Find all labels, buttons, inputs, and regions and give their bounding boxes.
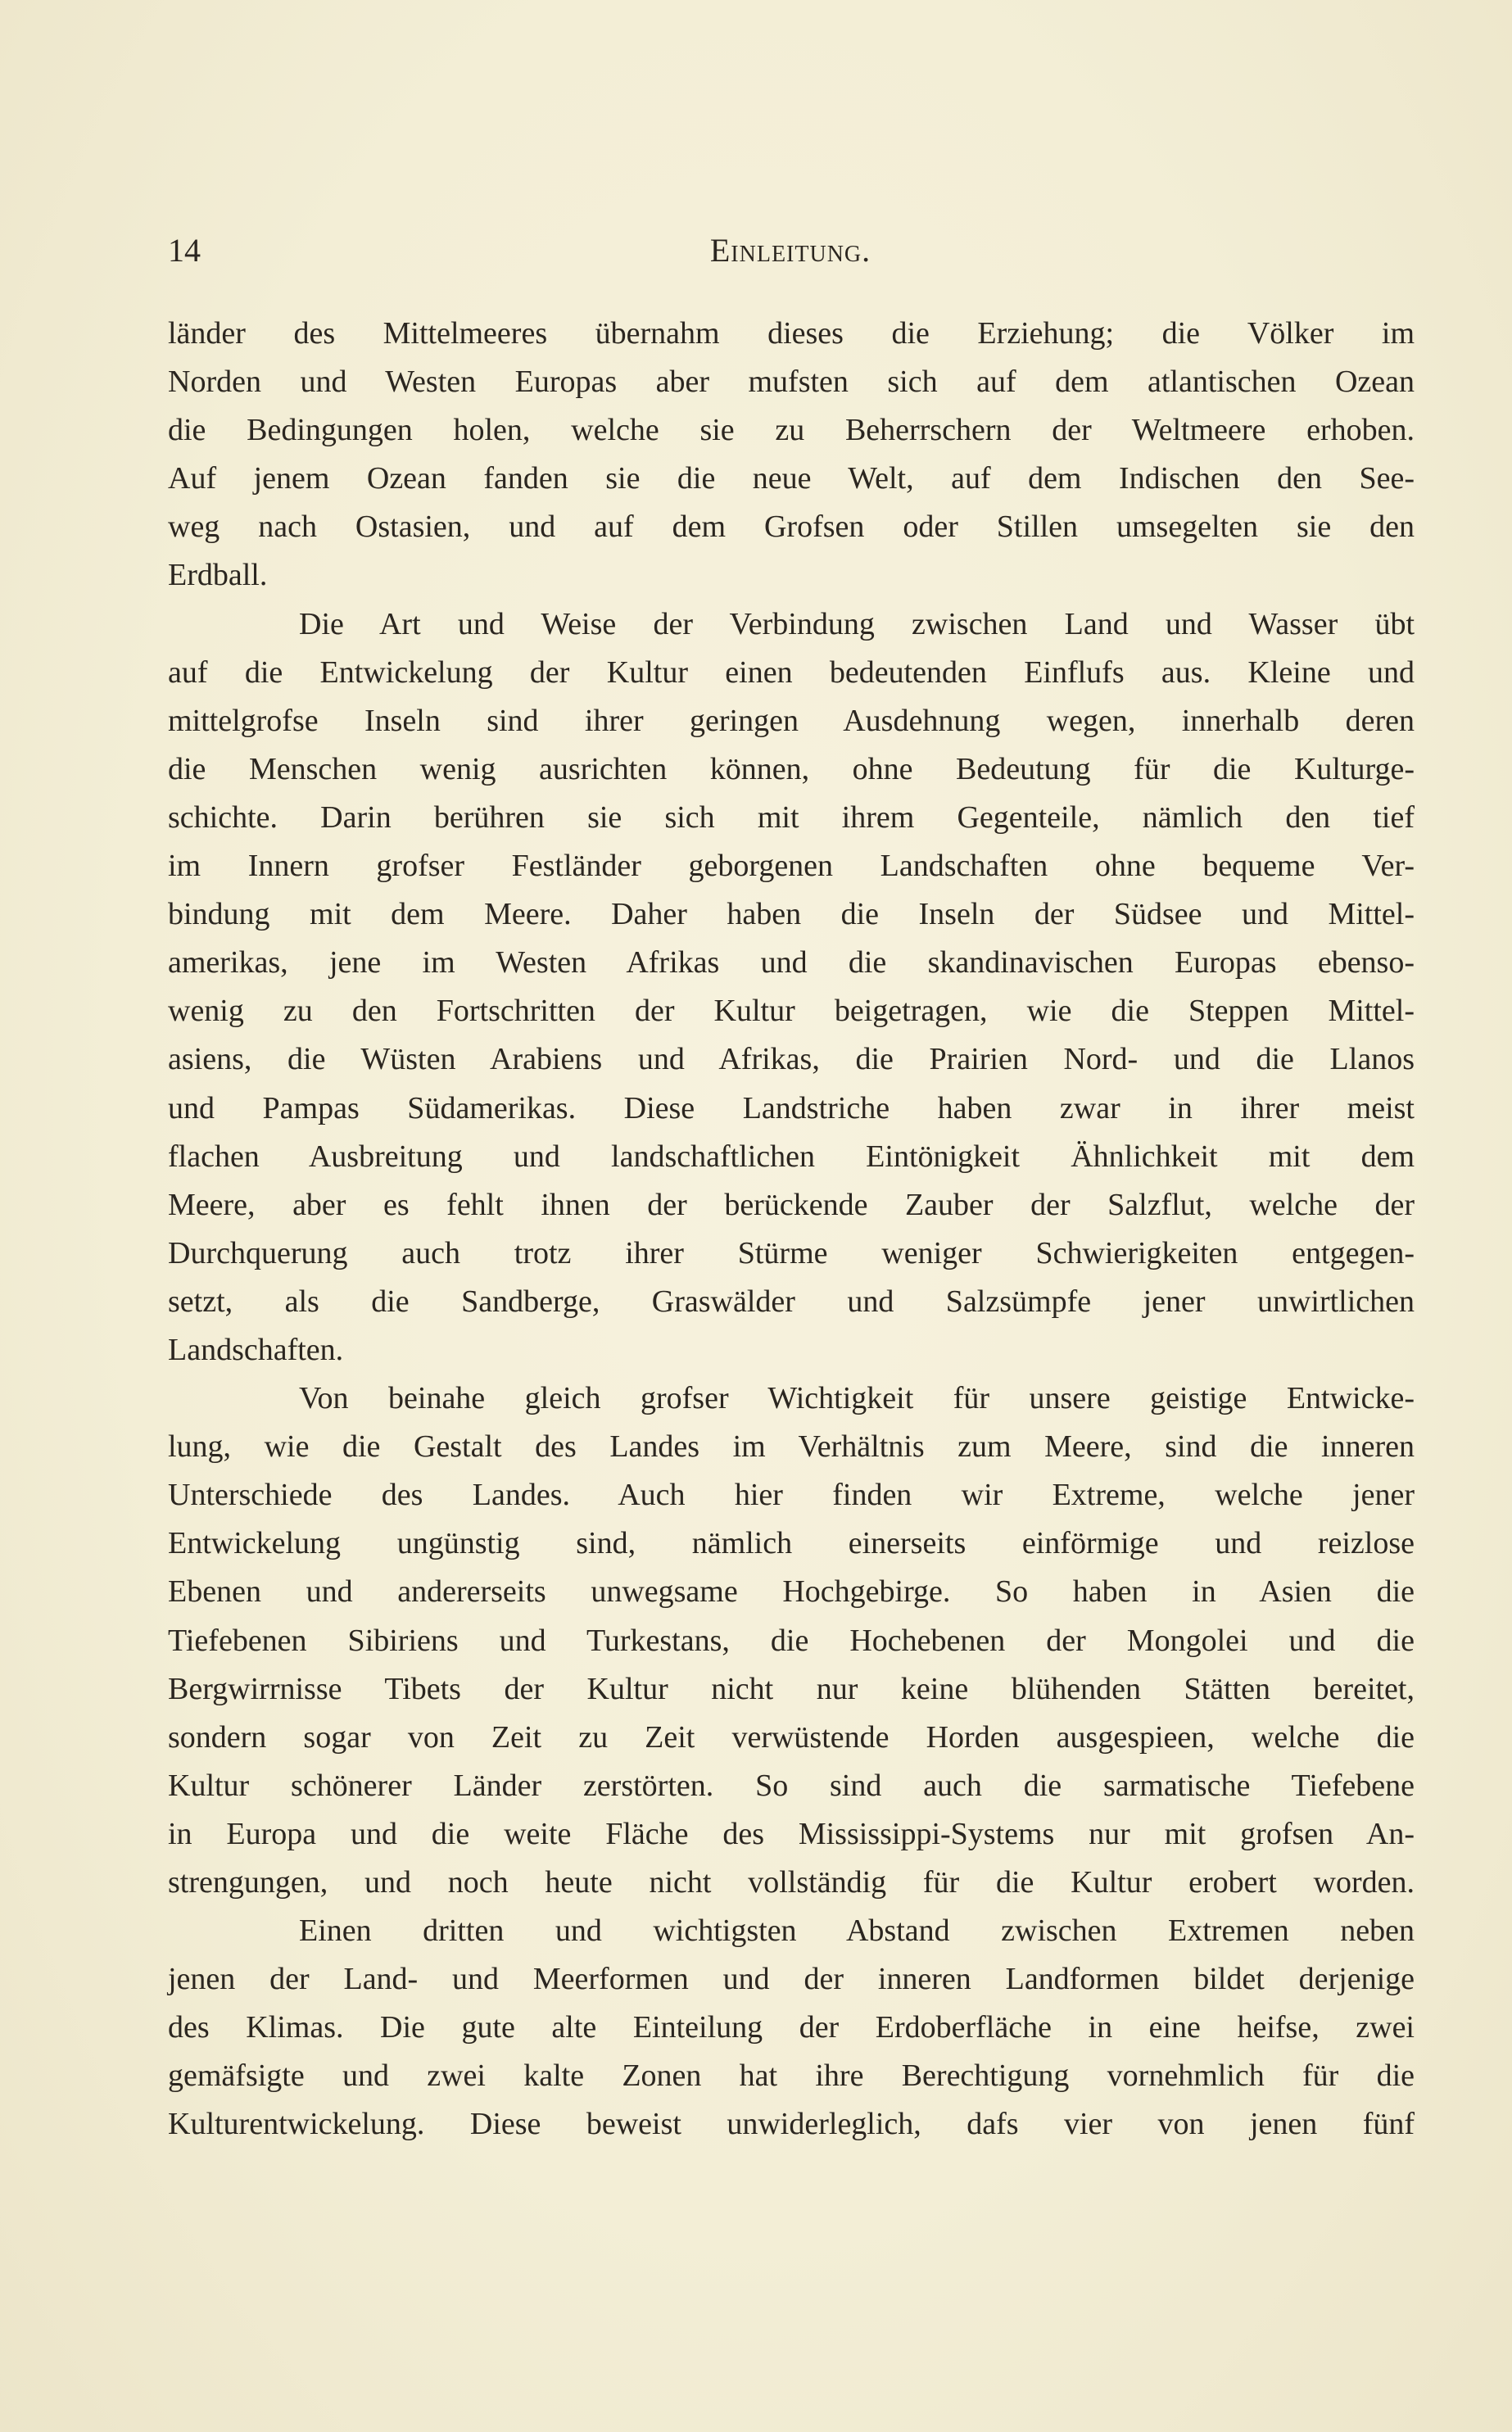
text-line: im Innern grofser Festländer geborgenen Landschaften ohne bequeme Ver- [168, 849, 1415, 884]
text-line: mittelgrofse Inseln sind ihrer geringen Ausdehnung wegen, innerhalb deren [168, 703, 1415, 738]
text-line: Bergwirrnisse Tibets der Kultur nicht nur keine blühenden Stätten bereitet, [168, 1671, 1415, 1706]
text-line: strengungen, und noch heute nicht vollständig für die Kultur erobert worden. [168, 1865, 1415, 1900]
text-line: Unterschiede des Landes. Auch hier finden wir Extreme, welche jener [168, 1478, 1415, 1513]
text-line: auf die Entwickelung der Kultur einen bedeutenden Einflufs aus. Kleine und [168, 654, 1415, 690]
text-line: des Klimas. Die gute alte Einteilung der Erdoberfläche in eine heifse, zwei [168, 2010, 1415, 2045]
text-line: länder des Mittelmeeres übernahm dieses die Erziehung; die Völker im [168, 316, 1415, 351]
text-line: und Pampas Südamerikas. Diese Landstriche haben zwar in ihrer meist [168, 1090, 1415, 1125]
text-line: Tiefebenen Sibiriens und Turkestans, die Hochebenen der Mongolei und die [168, 1623, 1415, 1658]
text-line: Erdball. [168, 558, 268, 593]
page-number: 14 [168, 232, 201, 269]
text-line: Kultur schönerer Länder zerstörten. So sind auch die sarmatische Tiefebene [168, 1768, 1415, 1803]
text-line: sondern sogar von Zeit zu Zeit verwüstende Horden ausgespieen, welche die [168, 1719, 1415, 1755]
body-text [168, 310, 1415, 2149]
text-line: amerikas, jene im Westen Afrikas und die skandinavischen Europas ebenso- [168, 945, 1415, 980]
paragraph [168, 1375, 1415, 1907]
paragraph [168, 310, 1415, 600]
page-header [168, 231, 1413, 280]
text-line: lung, wie die Gestalt des Landes im Verhältnis zum Meere, sind die inneren [168, 1429, 1415, 1465]
text-line: die Menschen wenig ausrichten können, ohne Bedeutung für die Kulturge- [168, 751, 1415, 786]
paragraph [168, 600, 1415, 1375]
text-line: flachen Ausbreitung und landschaftlichen Eintönigkeit Ähnlichkeit mit dem [168, 1139, 1415, 1174]
text-line: schichte. Darin berühren sie sich mit ihrem Gegenteile, nämlich den tief [168, 799, 1415, 835]
text-line: Norden und Westen Europas aber mufsten sich auf dem atlantischen Ozean [168, 365, 1415, 400]
text-line: wenig zu den Fortschritten der Kultur beigetragen, wie die Steppen Mittel- [168, 994, 1415, 1029]
text-line: weg nach Ostasien, und auf dem Grofsen oder Stillen umsegelten sie den [168, 509, 1415, 545]
text-line: bindung mit dem Meere. Daher haben die Inseln der Südsee und Mittel- [168, 897, 1415, 932]
text-line: Kulturentwickelung. Diese beweist unwiderleglich, dafs vier von jenen fünf [168, 2107, 1415, 2142]
text-line: setzt, als die Sandberge, Graswälder und Salzsümpfe jener unwirtlichen [168, 1284, 1415, 1319]
text-line: in Europa und die weite Fläche des Mississippi-Systems nur mit grofsen An- [168, 1816, 1415, 1851]
text-line: Entwickelung ungünstig sind, nämlich einerseits einförmige und reizlose [168, 1526, 1415, 1561]
text-line: Durchquerung auch trotz ihrer Stürme weniger Schwierigkeiten entgegen- [168, 1235, 1415, 1270]
text-line: Von beinahe gleich grofser Wichtigkeit für unsere geistige Entwicke- [299, 1381, 1415, 1416]
text-line: Landschaften. [168, 1332, 344, 1367]
text-line: gemäfsigte und zwei kalte Zonen hat ihre Berechtigung vornehmlich für die [168, 2058, 1415, 2094]
text-line: die Bedingungen holen, welche sie zu Beherrschern der Weltmeere erhoben. [168, 413, 1415, 448]
running-title: Einleitung. [709, 232, 871, 269]
text-line: Ebenen und andererseits unwegsame Hochgebirge. So haben in Asien die [168, 1574, 1415, 1610]
text-line: Einen dritten und wichtigsten Abstand zwischen Extremen neben [299, 1913, 1415, 1949]
text-line: Auf jenem Ozean fanden sie die neue Welt, auf dem Indischen den See- [168, 461, 1415, 496]
paragraph [168, 1907, 1415, 2149]
text-line: Die Art und Weise der Verbindung zwischen Land und Wasser übt [299, 606, 1415, 641]
text-line: asiens, die Wüsten Arabiens und Afrikas, die Prairien Nord- und die Llanos [168, 1042, 1415, 1077]
text-line: Meere, aber es fehlt ihnen der berückende Zauber der Salzflut, welche der [168, 1187, 1415, 1222]
text-line: jenen der Land- und Meerformen und der inneren Landformen bildet derjenige [168, 1962, 1415, 1997]
